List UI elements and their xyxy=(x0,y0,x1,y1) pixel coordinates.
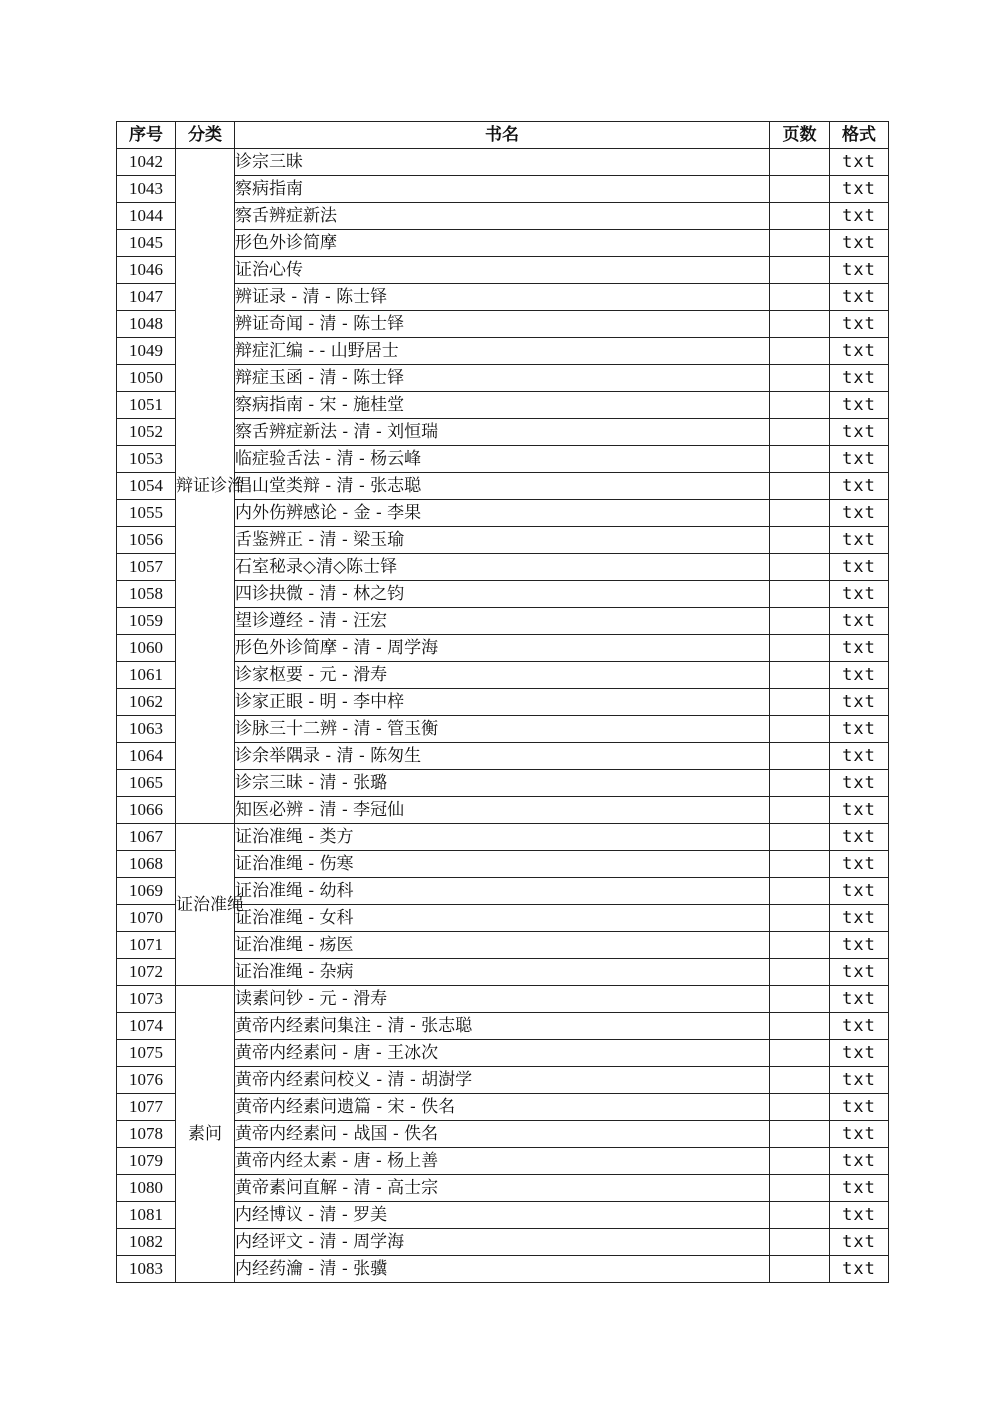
serial-number-cell: 1077 xyxy=(117,1094,176,1121)
page-count-cell xyxy=(770,932,830,959)
serial-number-cell: 1083 xyxy=(117,1256,176,1283)
book-title-cell: 诊宗三昧 xyxy=(235,149,770,176)
page-count-cell xyxy=(770,824,830,851)
page-count-cell xyxy=(770,365,830,392)
page-count-cell xyxy=(770,1067,830,1094)
book-title-cell: 诊家枢要 - 元 - 滑寿 xyxy=(235,662,770,689)
page-count-cell xyxy=(770,1040,830,1067)
serial-number-cell: 1061 xyxy=(117,662,176,689)
page-count-cell xyxy=(770,986,830,1013)
format-cell: txt xyxy=(830,635,889,662)
book-title-cell: 形色外诊简摩 xyxy=(235,230,770,257)
book-title-cell: 倡山堂类辩 - 清 - 张志聪 xyxy=(235,473,770,500)
format-cell: txt xyxy=(830,257,889,284)
serial-number-cell: 1067 xyxy=(117,824,176,851)
page-count-cell xyxy=(770,878,830,905)
book-title-cell: 诊家正眼 - 明 - 李中梓 xyxy=(235,689,770,716)
format-cell: txt xyxy=(830,554,889,581)
format-cell: txt xyxy=(830,1121,889,1148)
format-cell: txt xyxy=(830,959,889,986)
serial-number-cell: 1051 xyxy=(117,392,176,419)
serial-number-cell: 1078 xyxy=(117,1121,176,1148)
page-count-cell xyxy=(770,149,830,176)
page-count-cell xyxy=(770,851,830,878)
page-count-cell xyxy=(770,203,830,230)
page-count-cell xyxy=(770,554,830,581)
page-count-cell xyxy=(770,581,830,608)
header-serial-number: 序号 xyxy=(117,122,176,149)
serial-number-cell: 1046 xyxy=(117,257,176,284)
format-cell: txt xyxy=(830,1040,889,1067)
page-count-cell xyxy=(770,797,830,824)
format-cell: txt xyxy=(830,689,889,716)
book-title-cell: 证治准绳 - 疡医 xyxy=(235,932,770,959)
category-cell: 辩证诊治 xyxy=(176,149,235,824)
serial-number-cell: 1042 xyxy=(117,149,176,176)
page-count-cell xyxy=(770,419,830,446)
book-title-cell: 察病指南 xyxy=(235,176,770,203)
format-cell: txt xyxy=(830,203,889,230)
format-cell: txt xyxy=(830,176,889,203)
book-title-cell: 石室秘录◇清◇陈士铎 xyxy=(235,554,770,581)
format-cell: txt xyxy=(830,743,889,770)
page-count-cell xyxy=(770,1094,830,1121)
serial-number-cell: 1047 xyxy=(117,284,176,311)
header-book-title: 书名 xyxy=(235,122,770,149)
book-title-cell: 读素问钞 - 元 - 滑寿 xyxy=(235,986,770,1013)
format-cell: txt xyxy=(830,338,889,365)
serial-number-cell: 1065 xyxy=(117,770,176,797)
book-title-cell: 内经评文 - 清 - 周学海 xyxy=(235,1229,770,1256)
format-cell: txt xyxy=(830,770,889,797)
book-title-cell: 察舌辨症新法 - 清 - 刘恒瑞 xyxy=(235,419,770,446)
serial-number-cell: 1057 xyxy=(117,554,176,581)
serial-number-cell: 1056 xyxy=(117,527,176,554)
page-count-cell xyxy=(770,527,830,554)
page-count-cell xyxy=(770,1148,830,1175)
serial-number-cell: 1081 xyxy=(117,1202,176,1229)
book-title-cell: 黄帝内经太素 - 唐 - 杨上善 xyxy=(235,1148,770,1175)
page-count-cell xyxy=(770,230,830,257)
category-cell: 证治准绳 xyxy=(176,824,235,986)
page-count-cell xyxy=(770,284,830,311)
table-row xyxy=(117,824,889,851)
book-title-cell: 黄帝内经素问 - 唐 - 王冰次 xyxy=(235,1040,770,1067)
page-count-cell xyxy=(770,608,830,635)
page-count-cell xyxy=(770,959,830,986)
book-title-cell: 察病指南 - 宋 - 施桂堂 xyxy=(235,392,770,419)
serial-number-cell: 1075 xyxy=(117,1040,176,1067)
format-cell: txt xyxy=(830,797,889,824)
format-cell: txt xyxy=(830,932,889,959)
serial-number-cell: 1052 xyxy=(117,419,176,446)
book-title-cell: 证治心传 xyxy=(235,257,770,284)
book-title-cell: 辨证录 - 清 - 陈士铎 xyxy=(235,284,770,311)
serial-number-cell: 1073 xyxy=(117,986,176,1013)
serial-number-cell: 1064 xyxy=(117,743,176,770)
serial-number-cell: 1068 xyxy=(117,851,176,878)
serial-number-cell: 1072 xyxy=(117,959,176,986)
serial-number-cell: 1059 xyxy=(117,608,176,635)
serial-number-cell: 1080 xyxy=(117,1175,176,1202)
format-cell: txt xyxy=(830,581,889,608)
book-title-cell: 证治准绳 - 杂病 xyxy=(235,959,770,986)
book-title-cell: 辩症玉函 - 清 - 陈士铎 xyxy=(235,365,770,392)
header-category: 分类 xyxy=(176,122,235,149)
book-title-cell: 形色外诊简摩 - 清 - 周学海 xyxy=(235,635,770,662)
format-cell: txt xyxy=(830,1094,889,1121)
serial-number-cell: 1045 xyxy=(117,230,176,257)
page-count-cell xyxy=(770,392,830,419)
header-format: 格式 xyxy=(830,122,889,149)
book-title-cell: 知医必辨 - 清 - 李冠仙 xyxy=(235,797,770,824)
book-title-cell: 黄帝内经素问遗篇 - 宋 - 佚名 xyxy=(235,1094,770,1121)
book-title-cell: 诊脉三十二辨 - 清 - 管玉衡 xyxy=(235,716,770,743)
format-cell: txt xyxy=(830,527,889,554)
book-title-cell: 内外伤辨感论 - 金 - 李果 xyxy=(235,500,770,527)
book-title-cell: 证治准绳 - 伤寒 xyxy=(235,851,770,878)
format-cell: txt xyxy=(830,500,889,527)
book-title-cell: 证治准绳 - 女科 xyxy=(235,905,770,932)
page-count-cell xyxy=(770,500,830,527)
page-count-cell xyxy=(770,770,830,797)
format-cell: txt xyxy=(830,662,889,689)
table-body xyxy=(117,149,889,1283)
table-header-row xyxy=(117,122,889,149)
serial-number-cell: 1044 xyxy=(117,203,176,230)
serial-number-cell: 1054 xyxy=(117,473,176,500)
serial-number-cell: 1074 xyxy=(117,1013,176,1040)
book-title-cell: 内经博议 - 清 - 罗美 xyxy=(235,1202,770,1229)
page-count-cell xyxy=(770,1121,830,1148)
format-cell: txt xyxy=(830,905,889,932)
serial-number-cell: 1053 xyxy=(117,446,176,473)
format-cell: txt xyxy=(830,986,889,1013)
serial-number-cell: 1058 xyxy=(117,581,176,608)
book-title-cell: 证治准绳 - 幼科 xyxy=(235,878,770,905)
header-page-count: 页数 xyxy=(770,122,830,149)
book-title-cell: 证治准绳 - 类方 xyxy=(235,824,770,851)
page-count-cell xyxy=(770,905,830,932)
book-title-cell: 诊宗三昧 - 清 - 张璐 xyxy=(235,770,770,797)
page-count-cell xyxy=(770,716,830,743)
serial-number-cell: 1048 xyxy=(117,311,176,338)
page-count-cell xyxy=(770,338,830,365)
page-count-cell xyxy=(770,446,830,473)
book-title-cell: 黄帝内经素问 - 战国 - 佚名 xyxy=(235,1121,770,1148)
serial-number-cell: 1082 xyxy=(117,1229,176,1256)
book-title-cell: 黄帝内经素问校义 - 清 - 胡澍学 xyxy=(235,1067,770,1094)
format-cell: txt xyxy=(830,1067,889,1094)
format-cell: txt xyxy=(830,419,889,446)
format-cell: txt xyxy=(830,1202,889,1229)
serial-number-cell: 1069 xyxy=(117,878,176,905)
format-cell: txt xyxy=(830,1256,889,1283)
book-title-cell: 辩症汇编 - - 山野居士 xyxy=(235,338,770,365)
book-title-cell: 察舌辨症新法 xyxy=(235,203,770,230)
page-count-cell xyxy=(770,743,830,770)
serial-number-cell: 1076 xyxy=(117,1067,176,1094)
format-cell: txt xyxy=(830,878,889,905)
format-cell: txt xyxy=(830,824,889,851)
page-count-cell xyxy=(770,257,830,284)
book-catalog-table xyxy=(116,121,889,1283)
format-cell: txt xyxy=(830,1013,889,1040)
format-cell: txt xyxy=(830,149,889,176)
page-count-cell xyxy=(770,1202,830,1229)
page-count-cell xyxy=(770,689,830,716)
table-row xyxy=(117,149,889,176)
page-count-cell xyxy=(770,662,830,689)
serial-number-cell: 1049 xyxy=(117,338,176,365)
format-cell: txt xyxy=(830,284,889,311)
serial-number-cell: 1066 xyxy=(117,797,176,824)
format-cell: txt xyxy=(830,392,889,419)
serial-number-cell: 1050 xyxy=(117,365,176,392)
serial-number-cell: 1063 xyxy=(117,716,176,743)
book-title-cell: 黄帝内经素问集注 - 清 - 张志聪 xyxy=(235,1013,770,1040)
page-count-cell xyxy=(770,311,830,338)
book-title-cell: 辨证奇闻 - 清 - 陈士铎 xyxy=(235,311,770,338)
serial-number-cell: 1062 xyxy=(117,689,176,716)
serial-number-cell: 1055 xyxy=(117,500,176,527)
format-cell: txt xyxy=(830,851,889,878)
serial-number-cell: 1071 xyxy=(117,932,176,959)
format-cell: txt xyxy=(830,716,889,743)
page-count-cell xyxy=(770,1256,830,1283)
table-row xyxy=(117,986,889,1013)
page-count-cell xyxy=(770,1013,830,1040)
format-cell: txt xyxy=(830,446,889,473)
format-cell: txt xyxy=(830,1175,889,1202)
page-count-cell xyxy=(770,1175,830,1202)
page-count-cell xyxy=(770,473,830,500)
serial-number-cell: 1060 xyxy=(117,635,176,662)
format-cell: txt xyxy=(830,230,889,257)
serial-number-cell: 1043 xyxy=(117,176,176,203)
format-cell: txt xyxy=(830,608,889,635)
page-count-cell xyxy=(770,176,830,203)
format-cell: txt xyxy=(830,1229,889,1256)
book-title-cell: 诊余举隅录 - 清 - 陈匆生 xyxy=(235,743,770,770)
format-cell: txt xyxy=(830,473,889,500)
book-title-cell: 望诊遵经 - 清 - 汪宏 xyxy=(235,608,770,635)
serial-number-cell: 1079 xyxy=(117,1148,176,1175)
serial-number-cell: 1070 xyxy=(117,905,176,932)
format-cell: txt xyxy=(830,311,889,338)
book-title-cell: 临症验舌法 - 清 - 杨云峰 xyxy=(235,446,770,473)
book-title-cell: 黄帝素问直解 - 清 - 高士宗 xyxy=(235,1175,770,1202)
format-cell: txt xyxy=(830,365,889,392)
book-title-cell: 舌鉴辨正 - 清 - 梁玉瑜 xyxy=(235,527,770,554)
page-count-cell xyxy=(770,1229,830,1256)
category-cell: 素问 xyxy=(176,986,235,1283)
book-title-cell: 四诊抉微 - 清 - 林之钧 xyxy=(235,581,770,608)
format-cell: txt xyxy=(830,1148,889,1175)
book-title-cell: 内经药瀹 - 清 - 张骥 xyxy=(235,1256,770,1283)
page-count-cell xyxy=(770,635,830,662)
